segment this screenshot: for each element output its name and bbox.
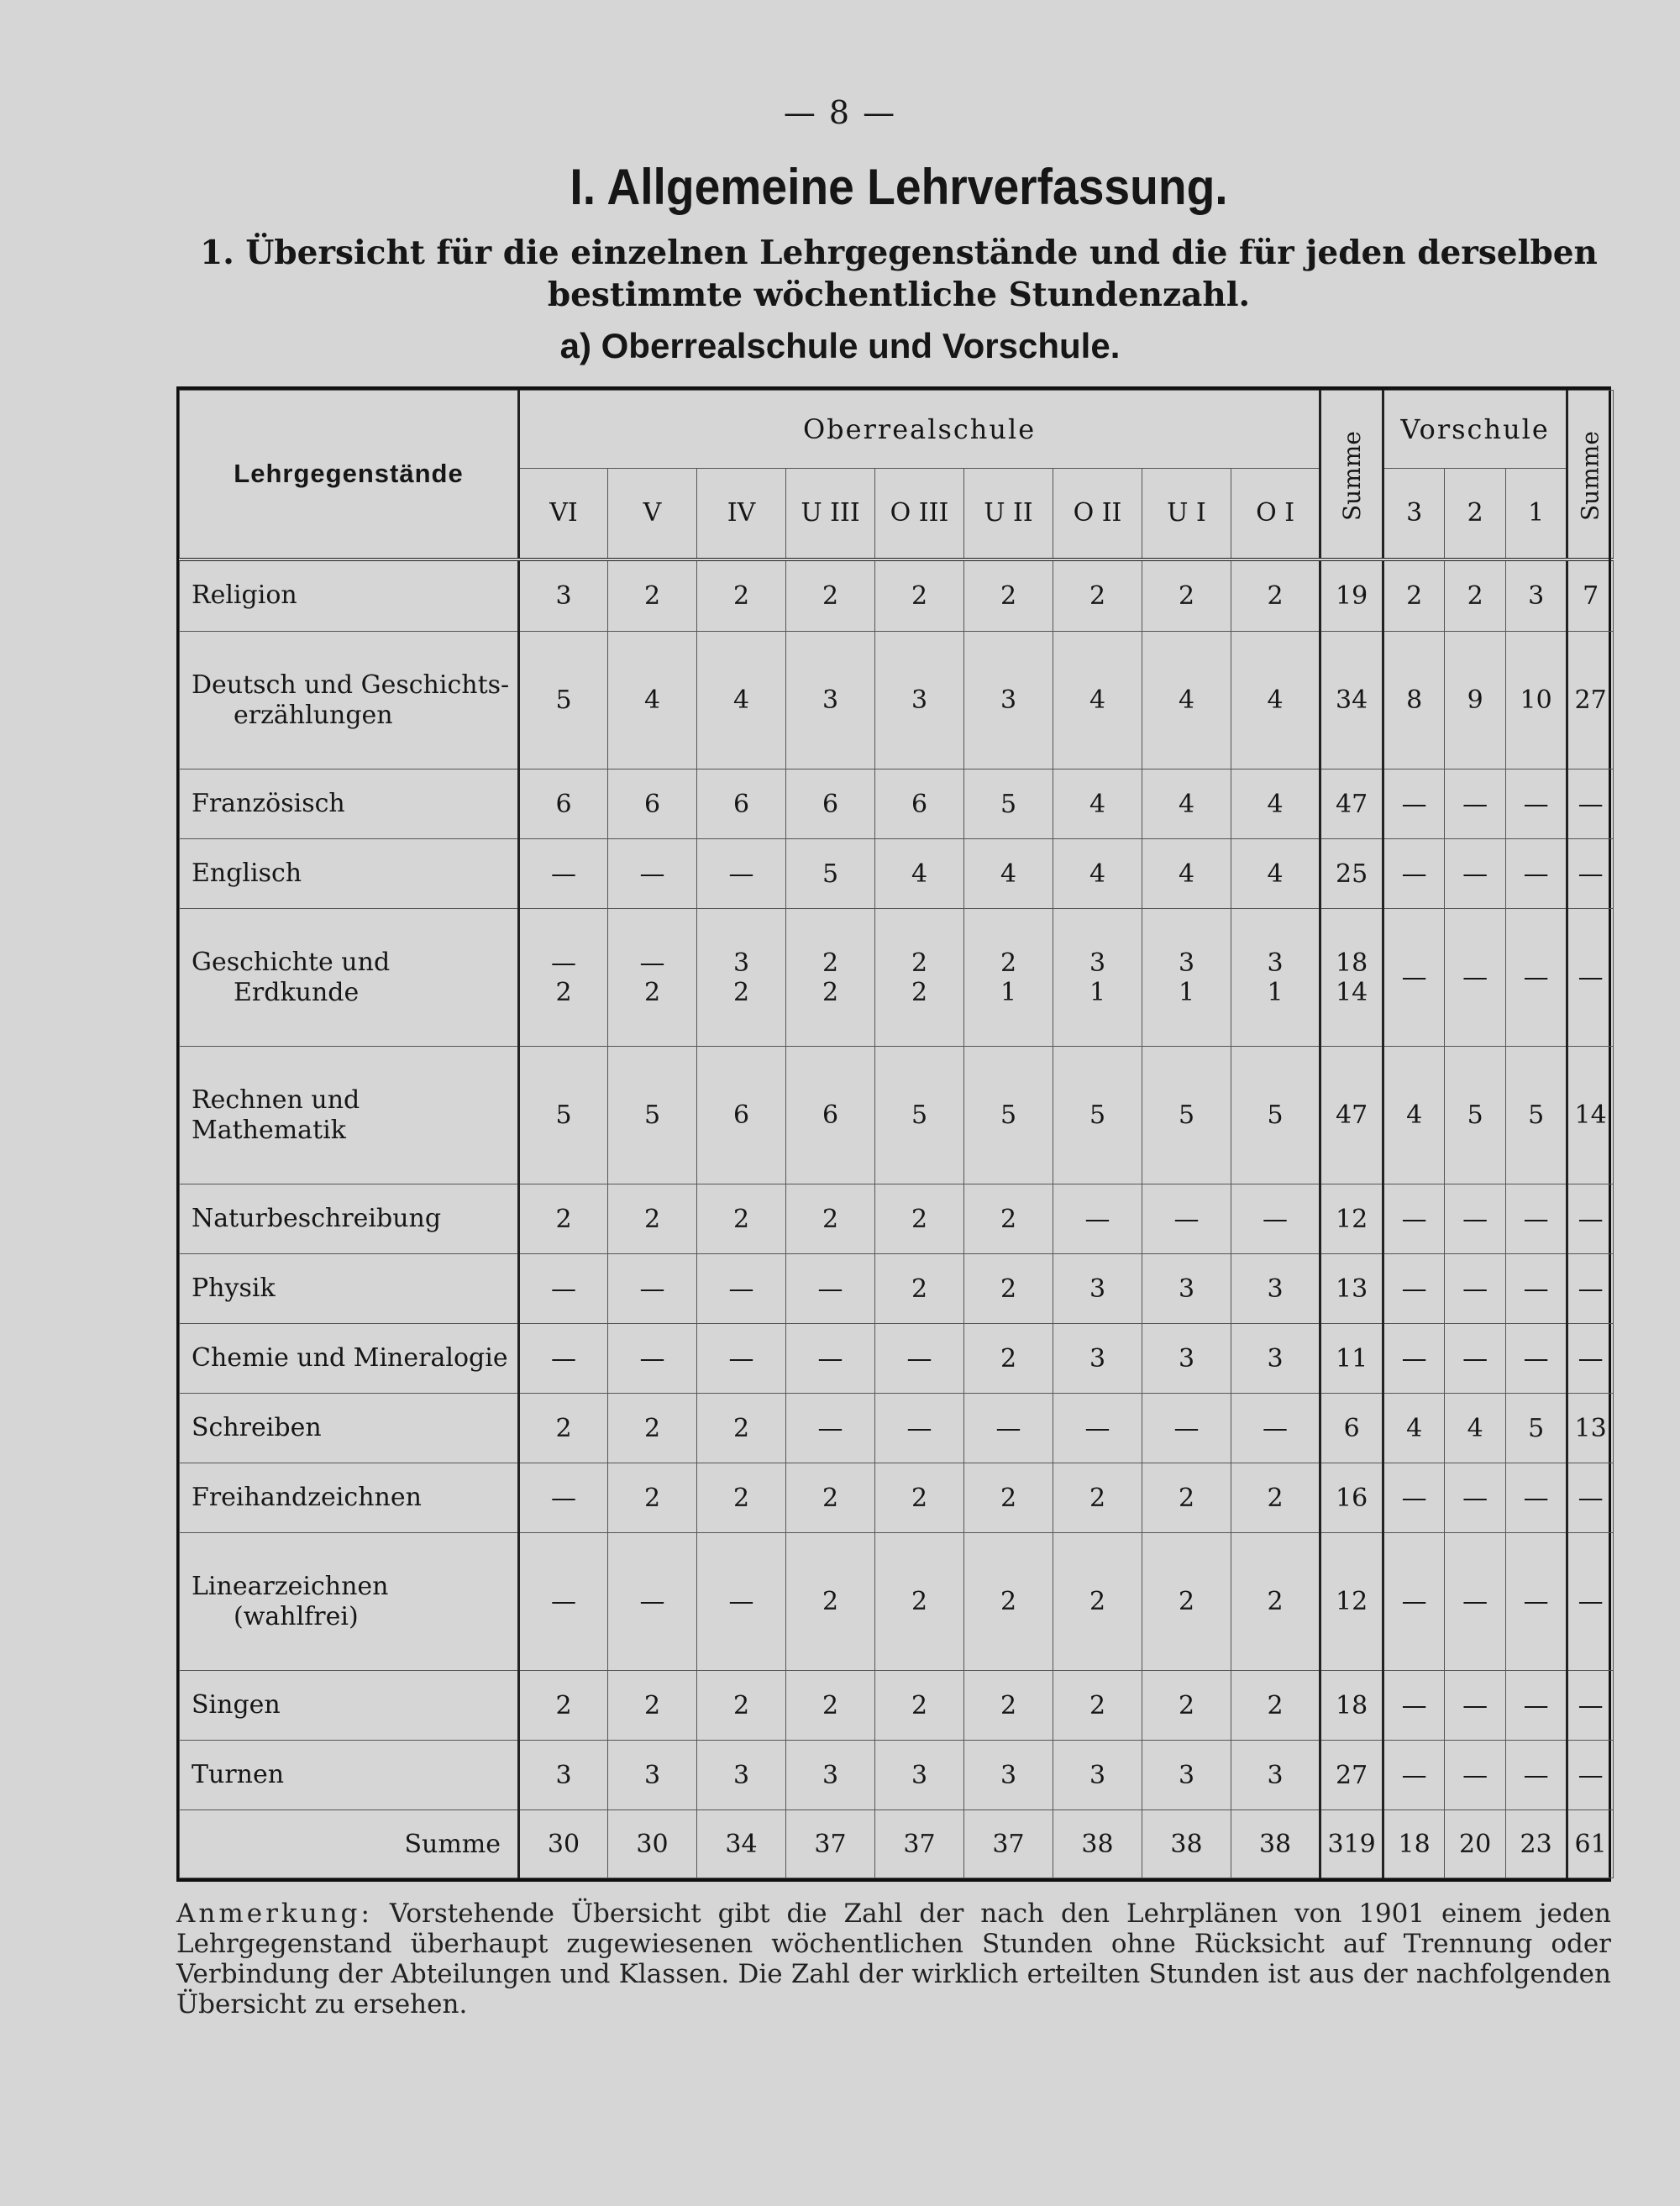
total-cell: 37 <box>875 1810 964 1878</box>
subject-line-2: Erdkunde <box>234 977 360 1007</box>
hours-cell: 4 <box>1142 632 1231 769</box>
hours-cell: 3 <box>1231 1324 1320 1394</box>
vor-hours-cell: — <box>1445 1463 1506 1533</box>
ober-sum-cell: 47 <box>1320 769 1383 839</box>
col-header-ober: U I <box>1142 469 1231 559</box>
total-cell: 38 <box>1231 1810 1320 1878</box>
hours-cell: 5 <box>964 1047 1053 1184</box>
vor-sum-cell: 27 <box>1567 632 1614 769</box>
hours-cell: — <box>875 1394 964 1463</box>
vor-hours-cell: — <box>1445 769 1506 839</box>
hours-cell: — 2 <box>608 909 697 1047</box>
vor-hours-cell: — <box>1445 839 1506 909</box>
hours-cell: 2 <box>1053 1533 1142 1671</box>
vor-hours-cell: — <box>1506 1463 1567 1533</box>
hours-cell: 2 <box>608 1671 697 1741</box>
vor-hours-cell: — <box>1445 1671 1506 1741</box>
vor-sum-cell: — <box>1567 1533 1614 1671</box>
hours-cell: 2 <box>1142 559 1231 632</box>
vor-hours-cell: 5 <box>1506 1047 1567 1184</box>
hours-cell: 2 <box>964 1324 1053 1394</box>
hours-cell: 2 <box>875 1533 964 1671</box>
vor-sum-cell: — <box>1567 1741 1614 1810</box>
hours-cell: 2 <box>964 1671 1053 1741</box>
hours-cell: 3 <box>875 632 964 769</box>
vorschule-header: Vorschule <box>1383 391 1567 469</box>
hours-cell: 4 <box>1231 632 1320 769</box>
table-row <box>180 909 1614 1047</box>
hours-cell: — <box>519 1533 608 1671</box>
total-vor-cell: 23 <box>1506 1810 1567 1878</box>
table-row <box>180 1394 1614 1463</box>
ober-sum-cell: 19 <box>1320 559 1383 632</box>
hours-cell: 3 <box>519 1741 608 1810</box>
hours-cell: 4 <box>1231 839 1320 909</box>
subject-line: Singen <box>192 1690 281 1720</box>
ober-sum-cell: 12 <box>1320 1533 1383 1671</box>
subject-line: Rechnen und Mathematik <box>192 1085 360 1145</box>
subject-line: Englisch <box>192 859 302 889</box>
hours-cell: 4 <box>608 632 697 769</box>
hours-cell: 5 <box>964 769 1053 839</box>
vor-hours-cell: — <box>1383 839 1445 909</box>
section-title: a) Oberrealschule und Vorschule. <box>559 326 1121 365</box>
ober-sum-cell: 12 <box>1320 1184 1383 1254</box>
ober-sum-cell: 18 14 <box>1320 909 1383 1047</box>
page-title: I. Allgemeine Lehrverfassung. <box>570 159 1228 215</box>
ober-sum-cell: 25 <box>1320 839 1383 909</box>
hours-cell: — <box>1053 1184 1142 1254</box>
page-number: — 8 — <box>783 94 897 131</box>
hours-cell: — <box>697 1324 786 1394</box>
hours-cell: 2 <box>786 1671 875 1741</box>
hours-cell: 5 <box>875 1047 964 1184</box>
hours-cell: 3 <box>786 632 875 769</box>
hours-cell: 2 <box>697 1463 786 1533</box>
hours-cell: — <box>608 1533 697 1671</box>
hours-cell: 3 <box>1231 1254 1320 1324</box>
hours-cell: 2 <box>519 1394 608 1463</box>
vor-sum-cell: — <box>1567 1324 1614 1394</box>
hours-cell: 2 <box>875 1463 964 1533</box>
hours-cell: — <box>519 1254 608 1324</box>
table-row <box>180 839 1614 909</box>
hours-cell: 2 <box>786 1184 875 1254</box>
hours-cell: 6 <box>697 1047 786 1184</box>
ober-sum-cell: 27 <box>1320 1741 1383 1810</box>
total-row <box>180 1810 1614 1878</box>
hours-cell: 6 <box>697 769 786 839</box>
subject-name <box>180 1463 519 1533</box>
vor-hours-cell: — <box>1506 1184 1567 1254</box>
subject-line: Chemie und Mineralogie <box>192 1343 508 1373</box>
subject-column-header: Lehrgegenstände <box>180 391 519 559</box>
hours-cell: 3 <box>1053 1324 1142 1394</box>
hours-cell: 2 <box>608 1184 697 1254</box>
vor-hours-cell: — <box>1383 1741 1445 1810</box>
col-header-ober: VI <box>519 469 608 559</box>
hours-cell: 2 <box>697 1184 786 1254</box>
hours-cell: 3 <box>964 632 1053 769</box>
col-header-ober: O II <box>1053 469 1142 559</box>
hours-cell: 2 <box>1231 559 1320 632</box>
hours-cell: 5 <box>519 632 608 769</box>
hours-cell: — <box>875 1324 964 1394</box>
hours-cell: 3 <box>608 1741 697 1810</box>
hours-cell: — <box>1142 1394 1231 1463</box>
hours-cell: 4 <box>1053 839 1142 909</box>
table-row <box>180 1463 1614 1533</box>
subject-line: Schreiben <box>192 1413 322 1443</box>
subject-line: Turnen <box>192 1760 285 1790</box>
total-cell: 38 <box>1053 1810 1142 1878</box>
col-header-ober: U II <box>964 469 1053 559</box>
subject-name <box>180 1394 519 1463</box>
hours-cell: 2 <box>608 559 697 632</box>
hours-cell: 3 <box>519 559 608 632</box>
vor-sum-cell: 14 <box>1567 1047 1614 1184</box>
vor-hours-cell: — <box>1506 1671 1567 1741</box>
hours-cell: 2 <box>1231 1533 1320 1671</box>
hours-cell: — <box>1142 1184 1231 1254</box>
subject-name <box>180 559 519 632</box>
hours-cell: — <box>608 1324 697 1394</box>
table-row <box>180 1533 1614 1671</box>
hours-cell: 3 1 <box>1231 909 1320 1047</box>
hours-cell: 3 <box>1142 1741 1231 1810</box>
subject-line: Französisch <box>192 789 345 819</box>
table-row <box>180 1184 1614 1254</box>
table-row <box>180 1047 1614 1184</box>
vor-hours-cell: — <box>1383 1533 1445 1671</box>
hours-cell: — <box>1053 1394 1142 1463</box>
hours-cell: 2 <box>964 1254 1053 1324</box>
hours-cell: 3 <box>786 1741 875 1810</box>
table-row <box>180 1741 1614 1810</box>
ober-sum-cell: 13 <box>1320 1254 1383 1324</box>
hours-cell: 6 <box>786 1047 875 1184</box>
hours-cell: 2 <box>697 1394 786 1463</box>
ober-sum-cell: 16 <box>1320 1463 1383 1533</box>
vor-hours-cell: 4 <box>1383 1394 1445 1463</box>
hours-cell: 2 <box>1231 1671 1320 1741</box>
col-header-ober: O III <box>875 469 964 559</box>
hours-cell: 2 <box>1231 1463 1320 1533</box>
vor-hours-cell: — <box>1506 1741 1567 1810</box>
col-header-ober: V <box>608 469 697 559</box>
hours-cell: — <box>1231 1394 1320 1463</box>
total-cell: 37 <box>786 1810 875 1878</box>
hours-cell: 2 1 <box>964 909 1053 1047</box>
subject-line: Freihandzeichnen <box>192 1483 422 1513</box>
hours-cell: 6 <box>608 769 697 839</box>
hours-cell: 2 <box>1142 1671 1231 1741</box>
table-row <box>180 1324 1614 1394</box>
hours-cell: 5 <box>519 1047 608 1184</box>
total-ober-sum: 319 <box>1320 1810 1383 1878</box>
subject-line: Deutsch und Geschichts- <box>192 670 510 700</box>
page-subtitle: 1. Übersicht für die einzelnen Lehrgegenstände und die für jeden derselben bestimmte wöchentliche Stundenzahl. <box>200 234 1598 314</box>
vor-hours-cell: — <box>1506 839 1567 909</box>
hours-cell: — <box>697 839 786 909</box>
vor-sum-cell: — <box>1567 1254 1614 1324</box>
total-cell: 34 <box>697 1810 786 1878</box>
col-header-vor: 2 <box>1445 469 1506 559</box>
total-vor-cell: 18 <box>1383 1810 1445 1878</box>
total-vor-sum: 61 <box>1567 1810 1614 1878</box>
table-row <box>180 632 1614 769</box>
table-row <box>180 1254 1614 1324</box>
ober-sum-cell: 6 <box>1320 1394 1383 1463</box>
vor-hours-cell: — <box>1506 909 1567 1047</box>
hours-cell: 4 <box>1231 769 1320 839</box>
vor-hours-cell: 4 <box>1383 1047 1445 1184</box>
hours-cell: 2 <box>1053 559 1142 632</box>
hours-cell: 2 <box>1142 1463 1231 1533</box>
hours-cell: 4 <box>697 632 786 769</box>
hours-cell: 2 <box>697 559 786 632</box>
hours-cell: — <box>964 1394 1053 1463</box>
subject-line: Linearzeichnen <box>192 1571 389 1601</box>
vor-sum-cell: 13 <box>1567 1394 1614 1463</box>
hours-cell: 3 1 <box>1142 909 1231 1047</box>
vor-hours-cell: 10 <box>1506 632 1567 769</box>
hours-cell: — <box>697 1254 786 1324</box>
hours-cell: 4 <box>964 839 1053 909</box>
subject-name <box>180 769 519 839</box>
hours-cell: 2 <box>964 1184 1053 1254</box>
hours-cell: 3 <box>697 1741 786 1810</box>
total-cell: 30 <box>519 1810 608 1878</box>
hours-cell: 4 <box>1053 769 1142 839</box>
oberrealschule-header: Oberrealschule <box>519 391 1320 469</box>
subject-line: Naturbeschreibung <box>192 1204 442 1234</box>
vor-hours-cell: — <box>1383 1324 1445 1394</box>
hours-cell: — <box>786 1394 875 1463</box>
table-row <box>180 1671 1614 1741</box>
vor-hours-cell: — <box>1383 1184 1445 1254</box>
subject-line: Physik <box>192 1274 276 1304</box>
footnote-lead: Anmerkung: <box>176 1899 373 1929</box>
vor-sum-cell: — <box>1567 1184 1614 1254</box>
hours-cell: 2 <box>964 1533 1053 1671</box>
vor-sum-cell: — <box>1567 909 1614 1047</box>
vor-hours-cell: 9 <box>1445 632 1506 769</box>
vor-hours-cell: — <box>1383 1254 1445 1324</box>
lesson-table <box>179 390 1614 1878</box>
ober-sum-cell: 47 <box>1320 1047 1383 1184</box>
vor-hours-cell: — <box>1445 909 1506 1047</box>
ober-summe-header: Summe <box>1320 391 1383 559</box>
hours-cell: 2 <box>964 559 1053 632</box>
hours-cell: — 2 <box>519 909 608 1047</box>
hours-cell: 2 <box>875 559 964 632</box>
subject-name <box>180 909 519 1047</box>
hours-cell: 2 <box>519 1184 608 1254</box>
hours-cell: 4 <box>1142 769 1231 839</box>
vor-sum-cell: — <box>1567 1671 1614 1741</box>
subject-line: Geschichte und <box>192 947 391 977</box>
hours-cell: 2 <box>786 559 875 632</box>
hours-cell: 2 <box>608 1463 697 1533</box>
hours-cell: 2 <box>1053 1463 1142 1533</box>
hours-cell: 2 <box>697 1671 786 1741</box>
vor-summe-header: Summe <box>1567 391 1614 559</box>
hours-cell: 3 <box>1053 1254 1142 1324</box>
vor-hours-cell: — <box>1445 1533 1506 1671</box>
subject-name <box>180 1671 519 1741</box>
hours-cell: — <box>519 839 608 909</box>
subject-name <box>180 1741 519 1810</box>
hours-cell: 2 <box>786 1533 875 1671</box>
hours-cell: 2 <box>1053 1671 1142 1741</box>
vor-hours-cell: — <box>1383 769 1445 839</box>
hours-cell: — <box>519 1463 608 1533</box>
vor-hours-cell: — <box>1506 1254 1567 1324</box>
vor-hours-cell: — <box>1445 1741 1506 1810</box>
vor-hours-cell: 2 <box>1445 559 1506 632</box>
hours-cell: 5 <box>608 1047 697 1184</box>
total-cell: 38 <box>1142 1810 1231 1878</box>
total-cell: 30 <box>608 1810 697 1878</box>
table-row <box>180 559 1614 632</box>
subject-name <box>180 839 519 909</box>
hours-cell: 2 <box>519 1671 608 1741</box>
vor-hours-cell: — <box>1506 1533 1567 1671</box>
hours-cell: 4 <box>1142 839 1231 909</box>
ober-sum-cell: 18 <box>1320 1671 1383 1741</box>
hours-cell: 5 <box>786 839 875 909</box>
vor-sum-cell: — <box>1567 1463 1614 1533</box>
footnote-text: Vorstehende Übersicht gibt die Zahl der nach den Lehrplänen von 1901 einem jeden Lehrgegenstand überhaupt zugewiesenen wöchentlichen Stunden ohne Rücksicht auf Trennung oder Verbindung der Abteilungen und Klassen. Die Zahl der wirklich erteilten Stunden ist aus der nachfolgenden Übersicht zu ersehen. <box>176 1899 1611 2020</box>
hours-cell: 6 <box>786 769 875 839</box>
col-header-vor: 1 <box>1506 469 1567 559</box>
hours-cell: 3 1 <box>1053 909 1142 1047</box>
hours-cell: 5 <box>1142 1047 1231 1184</box>
subject-name <box>180 1254 519 1324</box>
hours-cell: 4 <box>875 839 964 909</box>
subject-line-2: erzählungen <box>234 700 393 730</box>
vor-hours-cell: 2 <box>1383 559 1445 632</box>
hours-cell: 2 2 <box>875 909 964 1047</box>
subject-name <box>180 632 519 769</box>
hours-cell: 6 <box>875 769 964 839</box>
hours-cell: 2 <box>964 1463 1053 1533</box>
ober-sum-cell: 11 <box>1320 1324 1383 1394</box>
subject-name <box>180 1324 519 1394</box>
vor-hours-cell: — <box>1506 769 1567 839</box>
vor-hours-cell: 5 <box>1445 1047 1506 1184</box>
hours-cell: 3 2 <box>697 909 786 1047</box>
col-header-vor: 3 <box>1383 469 1445 559</box>
hours-cell: 2 <box>875 1671 964 1741</box>
hours-cell: 5 <box>1053 1047 1142 1184</box>
vor-hours-cell: — <box>1383 909 1445 1047</box>
vor-sum-cell: 7 <box>1567 559 1614 632</box>
lesson-table-frame <box>176 386 1611 1882</box>
vor-hours-cell: — <box>1383 1671 1445 1741</box>
hours-cell: 4 <box>1053 632 1142 769</box>
subject-line-2: (wahlfrei) <box>234 1601 359 1631</box>
hours-cell: 3 <box>875 1741 964 1810</box>
hours-cell: 3 <box>964 1741 1053 1810</box>
vor-hours-cell: 8 <box>1383 632 1445 769</box>
hours-cell: — <box>786 1324 875 1394</box>
subject-name <box>180 1047 519 1184</box>
vor-hours-cell: — <box>1445 1184 1506 1254</box>
vor-hours-cell: — <box>1445 1324 1506 1394</box>
table-row <box>180 769 1614 839</box>
vor-hours-cell: — <box>1445 1254 1506 1324</box>
total-vor-cell: 20 <box>1445 1810 1506 1878</box>
subject-name <box>180 1533 519 1671</box>
hours-cell: 3 <box>1142 1254 1231 1324</box>
vor-hours-cell: — <box>1506 1324 1567 1394</box>
hours-cell: 3 <box>1142 1324 1231 1394</box>
vor-sum-cell: — <box>1567 839 1614 909</box>
hours-cell: — <box>1231 1184 1320 1254</box>
col-header-ober: IV <box>697 469 786 559</box>
hours-cell: 2 <box>875 1254 964 1324</box>
subject-name <box>180 1184 519 1254</box>
hours-cell: — <box>786 1254 875 1324</box>
hours-cell: 3 <box>1231 1741 1320 1810</box>
hours-cell: — <box>697 1533 786 1671</box>
hours-cell: — <box>608 839 697 909</box>
ober-sum-cell: 34 <box>1320 632 1383 769</box>
vor-hours-cell: 4 <box>1445 1394 1506 1463</box>
vor-hours-cell: 5 <box>1506 1394 1567 1463</box>
total-label: Summe <box>180 1810 519 1878</box>
hours-cell: 2 <box>608 1394 697 1463</box>
hours-cell: — <box>519 1324 608 1394</box>
vor-hours-cell: — <box>1383 1463 1445 1533</box>
hours-cell: — <box>608 1254 697 1324</box>
col-header-ober: O I <box>1231 469 1320 559</box>
col-header-ober: U III <box>786 469 875 559</box>
hours-cell: 2 <box>1142 1533 1231 1671</box>
total-cell: 37 <box>964 1810 1053 1878</box>
hours-cell: 2 2 <box>786 909 875 1047</box>
vor-hours-cell: 3 <box>1506 559 1567 632</box>
hours-cell: 5 <box>1231 1047 1320 1184</box>
hours-cell: 2 <box>786 1463 875 1533</box>
footnote <box>176 1899 1611 2020</box>
subject-line: Religion <box>192 580 297 611</box>
hours-cell: 2 <box>875 1184 964 1254</box>
hours-cell: 3 <box>1053 1741 1142 1810</box>
vor-sum-cell: — <box>1567 769 1614 839</box>
hours-cell: 6 <box>519 769 608 839</box>
